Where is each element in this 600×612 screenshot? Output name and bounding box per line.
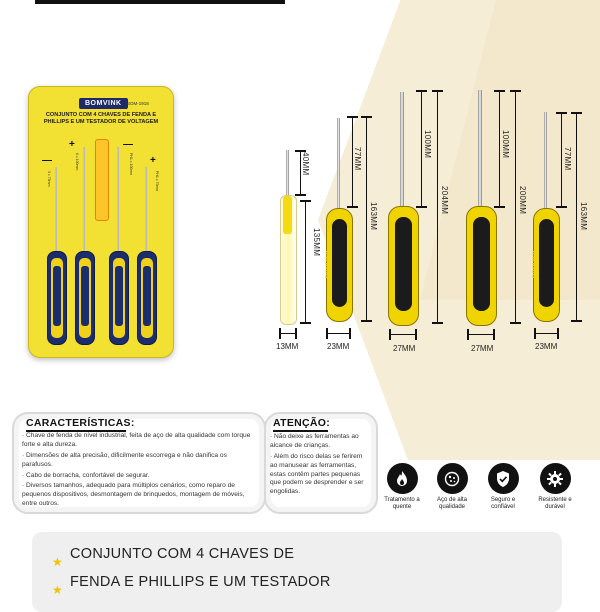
screwdriver-4-logo: BOMVINK bbox=[533, 249, 540, 279]
screwdriver-2-logo: BOMVINK bbox=[390, 250, 397, 280]
dim-tool4-shaft bbox=[561, 112, 562, 208]
bottom-line-1: CONJUNTO COM 4 CHAVES DE bbox=[70, 546, 295, 562]
dim-tool4-total bbox=[576, 112, 577, 322]
package-screwdriver-1 bbox=[47, 167, 65, 345]
badge-steel-label: Aço de alta qualidade bbox=[436, 497, 468, 510]
features-item: · Diversos tamanhos, adequado para múltiplos cenários, como reparo de pequenos dispositivos, desmontagem de brinquedos, montagem de móveis, entre outros. bbox=[22, 482, 245, 508]
dim-tool1-width bbox=[326, 333, 351, 334]
badge-heat-treatment-label: Tratamento a quente bbox=[384, 497, 420, 510]
dim-tool2-shaft-label: 100MM bbox=[423, 130, 432, 159]
package-mark-1: — bbox=[42, 155, 52, 166]
star-icon: ★ bbox=[52, 555, 63, 569]
badge-safe-label: Seguro e confiável bbox=[490, 497, 516, 510]
bottom-banner bbox=[32, 532, 562, 612]
screwdriver-2-handle bbox=[388, 206, 419, 326]
dim-tool1-total bbox=[366, 116, 367, 322]
package-mark-4: + bbox=[150, 155, 156, 166]
dim-tester-total bbox=[305, 200, 306, 324]
top-divider bbox=[35, 0, 285, 4]
dim-tool3-total-label: 200MM bbox=[518, 186, 527, 215]
dim-tester-width-label: 13MM bbox=[276, 342, 299, 351]
dim-tool4-shaft-label: 77MM bbox=[563, 147, 572, 171]
screwdriver-1-logo: BOMVINK bbox=[326, 249, 333, 279]
bottom-line-2: FENDA E PHILLIPS E UM TESTADOR bbox=[70, 574, 331, 590]
warning-title-underline bbox=[273, 430, 328, 432]
package-sub-3: PH1 x 100mm bbox=[129, 153, 133, 176]
screwdriver-3-logo: BOMVINK bbox=[468, 250, 475, 280]
dim-tester-width bbox=[279, 333, 297, 334]
dim-tool2-width bbox=[389, 334, 417, 335]
badge-safe bbox=[484, 463, 522, 511]
features-item: · Dimensões de alta precisão, dificilmente escorrega e não danifica os parafusos. bbox=[22, 451, 227, 468]
dim-tool3-width-label: 27MM bbox=[471, 344, 494, 353]
dim-tool1-width-label: 23MM bbox=[327, 342, 350, 351]
dim-tool1-shaft-label: 77MM bbox=[353, 147, 362, 171]
dim-tool3-shaft-label: 100MM bbox=[501, 130, 510, 159]
dim-tool3-width bbox=[467, 334, 495, 335]
package-screwdriver-4 bbox=[137, 167, 155, 345]
warning-title: ATENÇÃO: bbox=[273, 417, 331, 429]
screwdriver-1-shaft bbox=[337, 118, 340, 214]
screwdriver-4-shaft bbox=[544, 112, 547, 214]
tester-tip bbox=[286, 150, 289, 198]
warning-list bbox=[270, 433, 370, 499]
dim-tool4-total-label: 163MM bbox=[579, 202, 588, 231]
flame-icon bbox=[393, 470, 411, 488]
shield-icon bbox=[494, 470, 512, 488]
features-title: CARACTERÍSTICAS: bbox=[26, 417, 135, 429]
star-icon: ★ bbox=[52, 583, 63, 597]
screwdriver-4-handle bbox=[533, 208, 560, 322]
warning-item: · Além do risco delas se ferirem ao manusear as ferramentas, estas contêm partes pequenas que podem se desprender e ser engolidas. bbox=[270, 452, 364, 496]
product-package bbox=[28, 86, 174, 358]
package-sub-1: 3 x 75mm bbox=[47, 171, 51, 187]
dim-tool4-width-label: 23MM bbox=[535, 342, 558, 351]
dim-tool4-width bbox=[534, 333, 559, 334]
features-item: · Chave de fenda de nível industrial, feita de aço de alta qualidade com torque forte e alta dureza. bbox=[22, 432, 251, 448]
tester-clip bbox=[283, 196, 292, 234]
screwdriver-1-handle bbox=[326, 208, 353, 322]
package-title: CONJUNTO COM 4 CHAVES DE FENDA E PHILLIPS E UM TESTADOR DE VOLTAGEM bbox=[43, 112, 159, 125]
dim-tester-total-label: 135MM bbox=[312, 228, 321, 257]
package-screwdriver-3 bbox=[109, 147, 127, 345]
badge-heat-treatment bbox=[382, 463, 422, 511]
dim-tool1-total-label: 163MM bbox=[369, 202, 378, 231]
package-mark-2: + bbox=[69, 139, 75, 150]
dim-tool3-total bbox=[515, 90, 516, 324]
package-mark-3: — bbox=[123, 139, 133, 150]
features-item: · Cabo de borracha, confortável de segurar. bbox=[22, 471, 150, 479]
screwdriver-2-shaft bbox=[400, 92, 404, 214]
package-sub-2: 6 x 100mm bbox=[75, 153, 79, 171]
dim-tool2-shaft bbox=[421, 90, 422, 208]
badge-steel bbox=[431, 463, 473, 511]
package-sub-4: PH1 x 75mm bbox=[155, 171, 159, 192]
dim-tool2-total-label: 204MM bbox=[440, 186, 449, 215]
package-brand: BOMVINK bbox=[79, 98, 128, 109]
gear-icon bbox=[546, 470, 564, 488]
dim-tester-tip-label: 40MM bbox=[301, 152, 310, 176]
steel-icon bbox=[443, 470, 461, 488]
dim-tool2-total bbox=[437, 90, 438, 324]
badge-durable-label: Resistente e durável bbox=[538, 497, 572, 510]
package-screwdriver-2 bbox=[75, 147, 93, 345]
screwdriver-3-handle bbox=[466, 206, 497, 326]
package-voltage-tester bbox=[95, 139, 109, 221]
dim-tool3-shaft bbox=[499, 90, 500, 208]
screwdriver-3-shaft bbox=[478, 90, 482, 214]
features-list bbox=[22, 432, 256, 511]
dim-tool2-width-label: 27MM bbox=[393, 344, 416, 353]
warning-item: · Não deixe as ferramentas ao alcance de crianças. bbox=[270, 433, 359, 449]
badge-durable bbox=[535, 463, 575, 511]
package-code: BOM-1918 bbox=[127, 101, 149, 106]
